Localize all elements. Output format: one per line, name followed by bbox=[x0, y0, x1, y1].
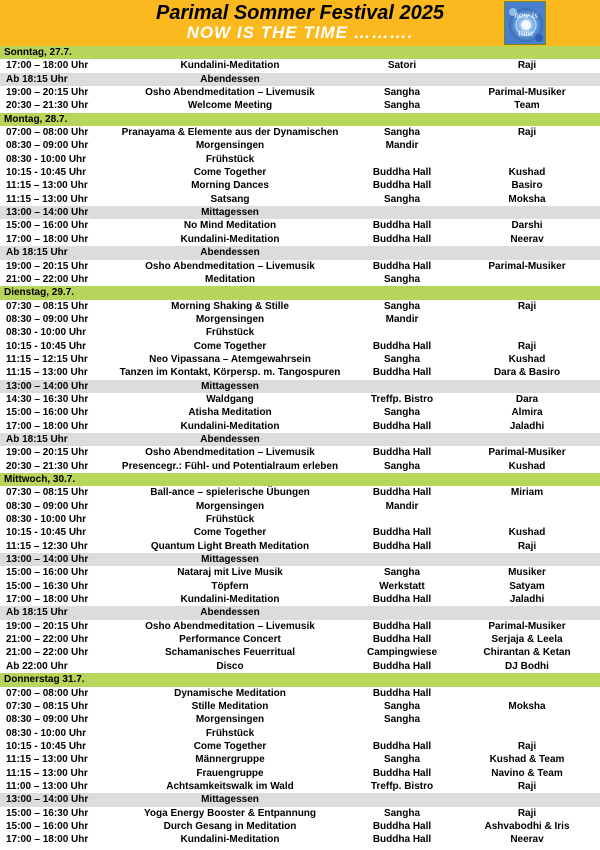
schedule-row bbox=[0, 166, 600, 179]
schedule-row bbox=[0, 393, 600, 406]
schedule-row bbox=[0, 646, 600, 659]
time-cell: 19:00 – 20:15 Uhr bbox=[6, 447, 89, 459]
event-cell: Come Together bbox=[193, 527, 267, 539]
day-header bbox=[0, 113, 600, 126]
event-cell: Meditation bbox=[205, 273, 255, 285]
schedule-row bbox=[0, 86, 600, 99]
time-cell: 13:00 – 14:00 Uhr bbox=[6, 554, 89, 566]
time-cell: 17:00 – 18:00 Uhr bbox=[6, 233, 89, 245]
event-cell: Frühstück bbox=[205, 514, 255, 526]
event-cell: Kundalini-Meditation bbox=[180, 420, 280, 432]
schedule-row bbox=[0, 260, 600, 273]
place-cell: Buddha Hall bbox=[372, 740, 432, 752]
time-cell: 08:30 – 09:00 Uhr bbox=[6, 714, 89, 726]
event-cell: Quantum Light Breath Meditation bbox=[150, 540, 310, 552]
host-cell: Musiker bbox=[508, 567, 546, 579]
event-cell: Presencegr.: Fühl- und Potentialraum erleben bbox=[121, 460, 339, 472]
host-cell: Neerav bbox=[510, 834, 544, 846]
place-cell: Buddha Hall bbox=[372, 487, 432, 499]
event-cell: Schamanisches Feuerritual bbox=[164, 647, 296, 659]
place-cell: Sangha bbox=[383, 407, 421, 419]
schedule-row bbox=[0, 540, 600, 553]
schedule-row bbox=[0, 700, 600, 713]
event-cell: Kundalini-Meditation bbox=[180, 834, 280, 846]
schedule-row bbox=[0, 740, 600, 753]
host-cell: Darshi bbox=[511, 220, 543, 232]
day-label: Donnerstag 31.7. bbox=[4, 674, 85, 686]
place-cell: Sangha bbox=[383, 754, 421, 766]
place-cell: Mandir bbox=[385, 140, 419, 152]
event-cell: Abendessen bbox=[200, 247, 260, 259]
place-cell: Treffp. Bistro bbox=[370, 780, 434, 792]
place-cell: Buddha Hall bbox=[372, 167, 432, 179]
meal-row bbox=[0, 793, 600, 806]
time-cell: 21:00 – 22:00 Uhr bbox=[6, 634, 89, 646]
time-cell: 07:30 – 08:15 Uhr bbox=[6, 300, 89, 312]
time-cell: 08:30 - 10:00 Uhr bbox=[6, 327, 87, 339]
schedule-row bbox=[0, 513, 600, 526]
event-cell: Welcome Meeting bbox=[187, 100, 273, 112]
host-cell: Satyam bbox=[509, 580, 545, 592]
schedule-row bbox=[0, 713, 600, 726]
meal-row bbox=[0, 73, 600, 86]
time-cell: 11:15 – 12:30 Uhr bbox=[6, 540, 88, 552]
event-cell: Disco bbox=[216, 660, 244, 672]
schedule-row bbox=[0, 486, 600, 499]
time-cell: 11:15 – 13:00 Uhr bbox=[6, 367, 88, 379]
time-cell: 10:15 - 10:45 Uhr bbox=[6, 167, 87, 179]
place-cell: Buddha Hall bbox=[372, 233, 432, 245]
time-cell: Ab 18:15 Uhr bbox=[6, 433, 68, 445]
event-cell: Mittagessen bbox=[201, 554, 259, 566]
schedule-row bbox=[0, 273, 600, 286]
schedule-row bbox=[0, 366, 600, 379]
event-cell: Abendessen bbox=[200, 73, 260, 85]
time-cell: 17:00 – 18:00 Uhr bbox=[6, 420, 89, 432]
place-cell: Buddha Hall bbox=[372, 527, 432, 539]
time-cell: 13:00 – 14:00 Uhr bbox=[6, 794, 89, 806]
page-subtitle: NOW IS THE TIME ………. bbox=[186, 23, 414, 42]
time-cell: 15:00 – 16:00 Uhr bbox=[6, 220, 89, 232]
day-label: Mittwoch, 30.7. bbox=[4, 474, 76, 485]
host-cell: DJ Bodhi bbox=[505, 660, 549, 672]
place-cell: Buddha Hall bbox=[372, 447, 432, 459]
schedule-row bbox=[0, 179, 600, 192]
meal-row bbox=[0, 433, 600, 446]
event-cell: Achtsamkeitswalk im Wald bbox=[166, 780, 294, 792]
host-cell: Parimal-Musiker bbox=[488, 87, 566, 99]
event-cell: Mittagessen bbox=[201, 207, 259, 219]
place-cell: Mandir bbox=[385, 500, 419, 512]
schedule-row bbox=[0, 326, 600, 339]
place-cell: Sangha bbox=[383, 353, 421, 365]
place-cell: Buddha Hall bbox=[372, 594, 432, 606]
schedule-row bbox=[0, 620, 600, 633]
place-cell: Sangha bbox=[383, 714, 421, 726]
schedule-row bbox=[0, 566, 600, 579]
event-cell: Osho Abendmeditation – Livemusik bbox=[145, 87, 315, 99]
event-cell: Stille Meditation bbox=[191, 700, 269, 712]
place-cell: Buddha Hall bbox=[372, 634, 432, 646]
time-cell: 17:00 – 18:00 Uhr bbox=[6, 594, 89, 606]
time-cell: 10:15 - 10:45 Uhr bbox=[6, 340, 87, 352]
host-cell: Ashvabodhi & Iris bbox=[484, 820, 570, 832]
place-cell: Sangha bbox=[383, 100, 421, 112]
place-cell: Satori bbox=[387, 60, 417, 72]
event-cell: Nataraj mit Live Musik bbox=[177, 567, 283, 579]
event-cell: Performance Concert bbox=[179, 634, 281, 646]
schedule-row bbox=[0, 59, 600, 72]
event-cell: Satsang bbox=[210, 193, 250, 205]
time-cell: 08:30 – 09:00 Uhr bbox=[6, 140, 89, 152]
host-cell: Kushad bbox=[508, 167, 546, 179]
schedule-row bbox=[0, 99, 600, 112]
time-cell: 15:00 – 16:30 Uhr bbox=[6, 807, 89, 819]
time-cell: 21:00 – 22:00 Uhr bbox=[6, 647, 89, 659]
time-cell: 11:15 – 13:00 Uhr bbox=[6, 180, 88, 192]
host-cell: Raji bbox=[517, 127, 537, 139]
time-cell: 08:30 - 10:00 Uhr bbox=[6, 727, 87, 739]
place-cell: Buddha Hall bbox=[372, 367, 432, 379]
host-cell: Kushad bbox=[508, 527, 546, 539]
place-cell: Sangha bbox=[383, 807, 421, 819]
time-cell: 15:00 – 16:00 Uhr bbox=[6, 567, 89, 579]
host-cell: Dara & Basiro bbox=[493, 367, 561, 379]
event-cell: Töpfern bbox=[211, 580, 249, 592]
time-cell: 11:15 – 13:00 Uhr bbox=[6, 754, 88, 766]
meal-row bbox=[0, 246, 600, 259]
place-cell: Buddha Hall bbox=[372, 180, 432, 192]
place-cell: Sangha bbox=[383, 87, 421, 99]
host-cell: Basiro bbox=[511, 180, 543, 192]
place-cell: Campingwiese bbox=[366, 647, 438, 659]
event-cell: Pranayama & Elemente aus der Dynamischen bbox=[121, 127, 339, 139]
schedule-row bbox=[0, 300, 600, 313]
schedule-row bbox=[0, 500, 600, 513]
time-cell: 11:15 – 13:00 Uhr bbox=[6, 767, 88, 779]
host-cell: Neerav bbox=[510, 233, 544, 245]
schedule-row bbox=[0, 126, 600, 139]
host-cell: Serjaja & Leela bbox=[491, 634, 563, 646]
schedule-row bbox=[0, 580, 600, 593]
header-banner bbox=[0, 0, 600, 46]
place-cell: Sangha bbox=[383, 460, 421, 472]
schedule-row bbox=[0, 767, 600, 780]
place-cell: Buddha Hall bbox=[372, 660, 432, 672]
schedule-row bbox=[0, 633, 600, 646]
host-cell: Kushad & Team bbox=[489, 754, 565, 766]
event-cell: Durch Gesang in Meditation bbox=[163, 820, 297, 832]
event-cell: Abendessen bbox=[200, 607, 260, 619]
place-cell: Buddha Hall bbox=[372, 420, 432, 432]
host-cell: Team bbox=[514, 100, 540, 112]
host-cell: Jaladhi bbox=[509, 420, 545, 432]
schedule-table bbox=[0, 46, 600, 847]
schedule-row bbox=[0, 233, 600, 246]
host-cell: Raji bbox=[517, 540, 537, 552]
schedule-row bbox=[0, 526, 600, 539]
host-cell: Raji bbox=[517, 60, 537, 72]
place-cell: Werkstatt bbox=[379, 580, 425, 592]
time-cell: 21:00 – 22:00 Uhr bbox=[6, 273, 89, 285]
place-cell: Buddha Hall bbox=[372, 340, 432, 352]
page-title: Parimal Sommer Festival 2025 bbox=[156, 2, 444, 24]
meal-row bbox=[0, 206, 600, 219]
day-header bbox=[0, 473, 600, 486]
place-cell: Buddha Hall bbox=[372, 767, 432, 779]
time-cell: 07:00 – 08:00 Uhr bbox=[6, 127, 89, 139]
host-cell: Parimal-Musiker bbox=[488, 260, 566, 272]
event-cell: Frühstück bbox=[205, 153, 255, 165]
place-cell: Sangha bbox=[383, 700, 421, 712]
schedule-row bbox=[0, 727, 600, 740]
time-cell: Ab 18:15 Uhr bbox=[6, 607, 68, 619]
host-cell: Parimal-Musiker bbox=[488, 620, 566, 632]
meal-row bbox=[0, 553, 600, 566]
time-cell: 19:00 – 20:15 Uhr bbox=[6, 87, 89, 99]
place-cell: Sangha bbox=[383, 273, 421, 285]
time-cell: 07:30 – 08:15 Uhr bbox=[6, 700, 89, 712]
host-cell: Kushad bbox=[508, 460, 546, 472]
host-cell: Raji bbox=[517, 340, 537, 352]
host-cell: Raji bbox=[517, 780, 537, 792]
event-cell: Atisha Meditation bbox=[188, 407, 272, 419]
time-cell: 13:00 – 14:00 Uhr bbox=[6, 380, 89, 392]
event-cell: Waldgang bbox=[206, 393, 254, 405]
schedule-row bbox=[0, 446, 600, 459]
host-cell: Parimal-Musiker bbox=[488, 447, 566, 459]
event-cell: Come Together bbox=[193, 167, 267, 179]
time-cell: 19:00 – 20:15 Uhr bbox=[6, 260, 89, 272]
time-cell: 17:00 – 18:00 Uhr bbox=[6, 834, 89, 846]
day-label: Montag, 28.7. bbox=[4, 113, 68, 125]
time-cell: 19:00 – 20:15 Uhr bbox=[6, 620, 89, 632]
place-cell: Buddha Hall bbox=[372, 220, 432, 232]
schedule-row bbox=[0, 833, 600, 846]
place-cell: Mandir bbox=[385, 313, 419, 325]
schedule-row bbox=[0, 193, 600, 206]
schedule-row bbox=[0, 219, 600, 232]
event-cell: Osho Abendmeditation – Livemusik bbox=[145, 260, 315, 272]
event-cell: Neo Vipassana – Atemgewahrsein bbox=[149, 353, 311, 365]
day-label: Dienstag, 29.7. bbox=[4, 287, 75, 299]
place-cell: Sangha bbox=[383, 193, 421, 205]
event-cell: Kundalini-Meditation bbox=[180, 60, 280, 72]
schedule-row bbox=[0, 780, 600, 793]
place-cell: Buddha Hall bbox=[372, 620, 432, 632]
day-header bbox=[0, 46, 600, 59]
time-cell: 15:00 – 16:00 Uhr bbox=[6, 820, 89, 832]
place-cell: Buddha Hall bbox=[372, 260, 432, 272]
time-cell: Ab 18:15 Uhr bbox=[6, 247, 68, 259]
event-cell: Osho Abendmeditation – Livemusik bbox=[145, 620, 315, 632]
time-cell: 17:00 – 18:00 Uhr bbox=[6, 60, 89, 72]
time-cell: 11:15 – 12:15 Uhr bbox=[6, 353, 88, 365]
place-cell: Sangha bbox=[383, 127, 421, 139]
schedule-row bbox=[0, 420, 600, 433]
time-cell: 08:30 – 09:00 Uhr bbox=[6, 500, 89, 512]
schedule-row bbox=[0, 153, 600, 166]
event-cell: Morning Shaking & Stille bbox=[171, 300, 289, 312]
event-cell: Ball-ance – spielerische Übungen bbox=[150, 487, 310, 499]
meal-row bbox=[0, 380, 600, 393]
event-cell: Frühstück bbox=[205, 327, 255, 339]
schedule-row bbox=[0, 820, 600, 833]
time-cell: 15:00 – 16:00 Uhr bbox=[6, 407, 89, 419]
time-cell: 08:30 - 10:00 Uhr bbox=[6, 153, 87, 165]
schedule-row bbox=[0, 340, 600, 353]
place-cell: Buddha Hall bbox=[372, 820, 432, 832]
event-cell: Mittagessen bbox=[201, 380, 259, 392]
event-cell: Männergruppe bbox=[195, 754, 265, 766]
time-cell: 10:15 - 10:45 Uhr bbox=[6, 527, 87, 539]
schedule-row bbox=[0, 660, 600, 673]
host-cell: Raji bbox=[517, 807, 537, 819]
host-cell: Jaladhi bbox=[509, 594, 545, 606]
schedule-row bbox=[0, 313, 600, 326]
event-cell: Yoga Energy Booster & Entpannung bbox=[143, 807, 317, 819]
schedule-row bbox=[0, 460, 600, 473]
host-cell: Miriam bbox=[510, 487, 544, 499]
time-cell: 11:00 – 13:00 Uhr bbox=[6, 780, 88, 792]
place-cell: Treffp. Bistro bbox=[370, 393, 434, 405]
event-cell: Come Together bbox=[193, 740, 267, 752]
event-cell: Morning Dances bbox=[191, 180, 269, 192]
event-cell: Frühstück bbox=[205, 727, 255, 739]
schedule-row bbox=[0, 807, 600, 820]
schedule-row bbox=[0, 753, 600, 766]
event-cell: Come Together bbox=[193, 340, 267, 352]
place-cell: Buddha Hall bbox=[372, 540, 432, 552]
day-label: Sonntag, 27.7. bbox=[4, 47, 72, 58]
event-cell: Osho Abendmeditation – Livemusik bbox=[145, 447, 315, 459]
host-cell: Moksha bbox=[508, 193, 546, 205]
place-cell: Sangha bbox=[383, 300, 421, 312]
time-cell: 13:00 – 14:00 Uhr bbox=[6, 207, 89, 219]
host-cell: Dara bbox=[515, 393, 539, 405]
event-cell: Mittagessen bbox=[201, 794, 259, 806]
time-cell: Ab 18:15 Uhr bbox=[6, 73, 68, 85]
time-cell: 11:15 – 13:00 Uhr bbox=[6, 193, 88, 205]
time-cell: 08:30 – 09:00 Uhr bbox=[6, 313, 89, 325]
host-cell: Raji bbox=[517, 300, 537, 312]
event-cell: Morgensingen bbox=[195, 500, 265, 512]
time-cell: 14:30 – 16:30 Uhr bbox=[6, 393, 89, 405]
place-cell: Sangha bbox=[383, 567, 421, 579]
time-cell: 15:00 – 16:30 Uhr bbox=[6, 580, 89, 592]
time-cell: 20:30 – 21:30 Uhr bbox=[6, 460, 89, 472]
time-cell: 20:30 – 21:30 Uhr bbox=[6, 100, 89, 112]
event-cell: Morgensingen bbox=[195, 714, 265, 726]
schedule-row bbox=[0, 139, 600, 152]
event-cell: Abendessen bbox=[200, 433, 260, 445]
schedule-row bbox=[0, 687, 600, 700]
day-header bbox=[0, 673, 600, 686]
time-cell: 07:00 – 08:00 Uhr bbox=[6, 687, 89, 699]
time-cell: Ab 22:00 Uhr bbox=[6, 660, 68, 672]
host-cell: Navino & Team bbox=[491, 767, 563, 779]
time-cell: 10:15 - 10:45 Uhr bbox=[6, 740, 87, 752]
place-cell: Buddha Hall bbox=[372, 834, 432, 846]
day-header bbox=[0, 286, 600, 299]
host-cell: Kushad bbox=[508, 353, 546, 365]
event-cell: Morgensingen bbox=[195, 140, 265, 152]
event-cell: No Mind Meditation bbox=[183, 220, 277, 232]
event-cell: Kundalini-Meditation bbox=[180, 594, 280, 606]
svg-text:now is: now is bbox=[514, 10, 538, 20]
meal-row bbox=[0, 606, 600, 619]
event-cell: Kundalini-Meditation bbox=[180, 233, 280, 245]
schedule-row bbox=[0, 353, 600, 366]
time-cell: 08:30 - 10:00 Uhr bbox=[6, 514, 87, 526]
festival-logo bbox=[504, 1, 546, 45]
event-cell: Tanzen im Kontakt, Körpersp. m. Tangospuren bbox=[119, 367, 341, 379]
schedule-row bbox=[0, 593, 600, 606]
event-cell: Dynamische Meditation bbox=[174, 687, 286, 699]
time-cell: 07:30 – 08:15 Uhr bbox=[6, 487, 89, 499]
host-cell: Raji bbox=[517, 740, 537, 752]
place-cell: Buddha Hall bbox=[372, 687, 432, 699]
svg-text:time: time bbox=[518, 28, 534, 38]
host-cell: Almira bbox=[511, 407, 543, 419]
schedule-row bbox=[0, 406, 600, 419]
host-cell: Moksha bbox=[508, 700, 546, 712]
event-cell: Morgensingen bbox=[195, 313, 265, 325]
host-cell: Chirantan & Ketan bbox=[483, 647, 571, 659]
event-cell: Frauengruppe bbox=[196, 767, 264, 779]
